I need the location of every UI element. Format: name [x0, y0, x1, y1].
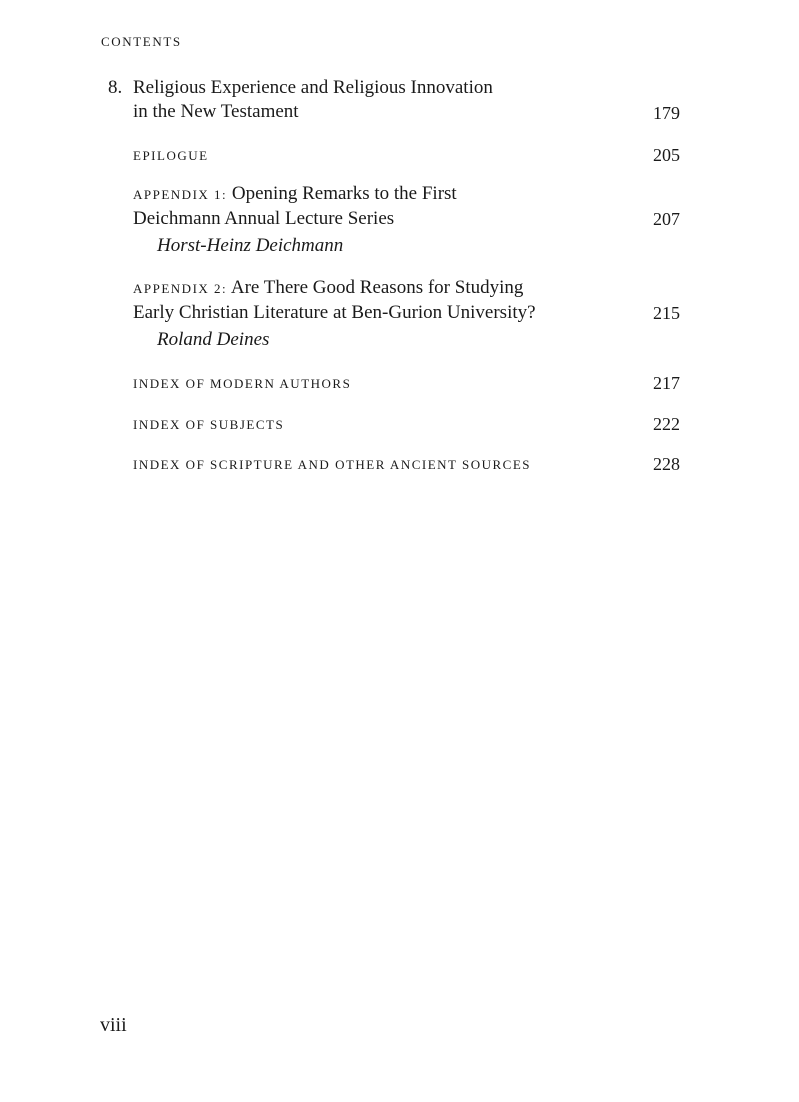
toc-entry-index-modern-authors[interactable] [108, 371, 680, 395]
appendix-1-title-line-1: Opening Remarks to the First [231, 183, 457, 204]
toc-entry-chapter-8[interactable] [108, 76, 680, 124]
appendix-2-title [133, 276, 673, 325]
index-subjects-label: INDEX OF SUBJECTS [133, 417, 285, 432]
index-modern-authors-title [133, 371, 603, 396]
toc-entry-index-scripture[interactable] [108, 452, 680, 476]
appendix-1-label: APPENDIX 1: [133, 187, 228, 202]
page-number: 207 [653, 209, 680, 229]
running-head: CONTENTS [101, 34, 182, 49]
page-number: 222 [653, 414, 680, 434]
page-number: 217 [653, 373, 680, 393]
toc-entry-index-subjects[interactable] [108, 412, 680, 436]
index-modern-authors-label: INDEX OF MODERN AUTHORS [133, 376, 352, 391]
folio-page-number: viii [100, 1014, 127, 1036]
toc-entry-epilogue[interactable] [108, 143, 680, 167]
page-number: 228 [653, 454, 680, 474]
index-subjects-title [133, 412, 603, 437]
page-number: 205 [653, 145, 680, 165]
index-scripture-label: INDEX OF SCRIPTURE AND OTHER ANCIENT SOURCES [133, 457, 532, 472]
chapter-title [133, 76, 603, 124]
chapter-title-line-1: Religious Experience and Religious Innovation [133, 77, 493, 98]
appendix-2-title-line-2: Early Christian Literature at Ben-Gurion University? [133, 302, 536, 323]
appendix-1-author: Horst-Heinz Deichmann [157, 235, 344, 256]
appendix-2-label: APPENDIX 2: [133, 281, 228, 296]
chapter-title-line-2: in the New Testament [133, 101, 299, 122]
appendix-1-title [133, 182, 603, 231]
epilogue-title [133, 143, 603, 168]
index-scripture-title [133, 452, 653, 477]
toc-entry-appendix-2[interactable] [108, 276, 680, 356]
chapter-number: 8. [108, 77, 123, 98]
page-number: 215 [653, 303, 680, 323]
toc-entry-appendix-1[interactable] [108, 182, 680, 262]
page-number: 179 [653, 103, 680, 123]
appendix-2-author: Roland Deines [157, 329, 270, 350]
appendix-1-title-line-2: Deichmann Annual Lecture Series [133, 208, 395, 229]
epilogue-label: EPILOGUE [133, 148, 209, 163]
appendix-2-title-line-1: Are There Good Reasons for Studying [230, 277, 524, 298]
